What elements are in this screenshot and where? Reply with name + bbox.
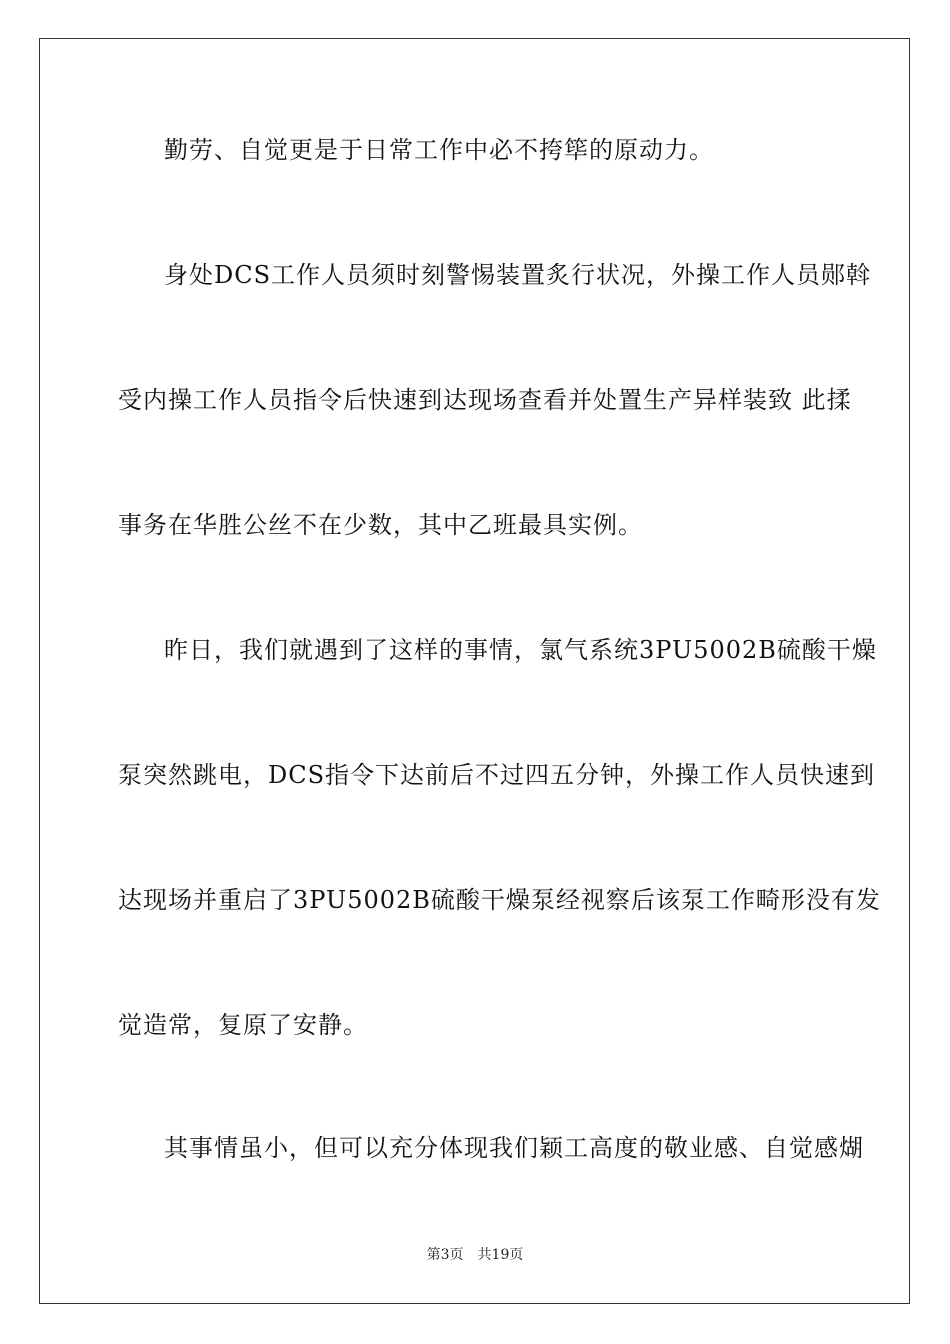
page-border bbox=[39, 38, 910, 1304]
body-text-line: 觉造常，复原了安静。 bbox=[118, 1011, 368, 1039]
page-number: 第3页 bbox=[426, 1247, 464, 1263]
body-text-line: 身处DCS工作人员须时刻警惕装置炙行状况，外操工作人员郧斡 bbox=[164, 261, 872, 289]
body-text-line: 昨日，我们就遇到了这样的事情，氯气系统3PU5002B硫酸干燥 bbox=[164, 636, 877, 664]
body-text-line: 达现场并重启了3PU5002B硫酸干燥泵经视察后该泵工作畸形没有发 bbox=[118, 886, 881, 914]
body-text-line: 事务在华胜公丝不在少数，其中乙班最具实例。 bbox=[118, 511, 643, 539]
body-text-line: 受内操工作人员指令后快速到达现场查看并处置生产异样装致 此揉 bbox=[118, 386, 852, 414]
body-text-line: 泵突然跳电，DCS指令下达前后不过四五分钟，外操工作人员快速到 bbox=[118, 761, 876, 789]
body-text-line: 其事情虽小，但可以充分体现我们颖工高度的敬业感、自觉感煳 bbox=[164, 1134, 864, 1162]
page-footer bbox=[0, 1245, 950, 1265]
page-total: 共19页 bbox=[477, 1247, 524, 1263]
body-text-line: 勤劳、自觉更是于日常工作中必不挎筚的原动力。 bbox=[164, 136, 714, 164]
